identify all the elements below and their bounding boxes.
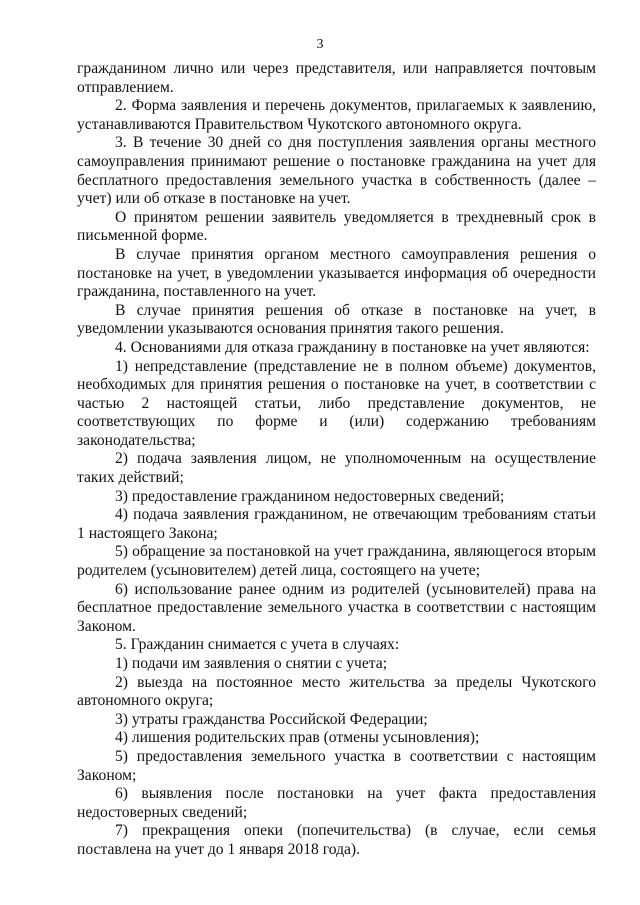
list-item-refusal-2: 2) подача заявления лицом, не уполномоченным на осуществление таких действий; <box>77 450 596 487</box>
list-item-refusal-5: 5) обращение за постановкой на учет гражданина, являющегося вторым родителем (усыновителем) детей лица, состоящего на учете; <box>77 543 596 580</box>
paragraph-item-3: 3. В течение 30 дней со дня поступления заявления органы местного самоуправления принимают решение о постановке гражданина на учет для бесплатного предоставления земельного участка в собственность (далее – учет) или об отказе в постановке на учет. <box>77 134 596 208</box>
document-body <box>77 60 596 860</box>
list-item-refusal-6: 6) использование ранее одним из родителей (усыновителей) права на бесплатное предоставление земельного участка в соответствии с настоящим Законом. <box>77 580 596 635</box>
list-item-removal-6: 6) выявления после постановки на учет факта предоставления недостоверных сведений; <box>77 785 596 821</box>
page-number: 3 <box>316 37 324 52</box>
list-item-refusal-4: 4) подача заявления гражданином, не отвечающим требованиям статьи 1 настоящего Закона; <box>77 506 596 542</box>
list-item-removal-1: 1) подачи им заявления о снятии с учета; <box>115 655 388 672</box>
list-item-removal-7: 7) прекращения опеки (попечительства) (в случае, если семья поставлена на учет до 1 января 2018 года). <box>77 822 596 858</box>
paragraph-refusal-decision: В случае принятия решения об отказе в постановке на учет, в уведомлении указываются основания принятия такого решения. <box>77 301 596 338</box>
list-item-removal-2: 2) выезда на постоянное место жительства за пределы Чукотского автономного округа; <box>77 673 596 710</box>
paragraph-notification: О принятом решении заявитель уведомляется в трехдневный срок в письменной форме. <box>77 208 596 245</box>
paragraph-continuation: гражданином лично или через представителя, или направляется почтовым отправлением. <box>77 60 596 96</box>
paragraph-item-5: 5. Гражданин снимается с учета в случаях: <box>115 636 400 654</box>
list-item-removal-3: 3) утраты гражданства Российской Федерации; <box>115 710 428 728</box>
list-item-refusal-3: 3) предоставление гражданином недостоверных сведений; <box>115 487 505 505</box>
paragraph-item-4: 4. Основаниями для отказа гражданину в постановке на учет являются: <box>115 338 590 356</box>
list-item-removal-5: 5) предоставления земельного участка в соответствии с настоящим Законом; <box>77 747 596 784</box>
list-item-removal-4: 4) лишения родительских прав (отмены усыновления); <box>115 729 480 747</box>
paragraph-registration-decision: В случае принятия органом местного самоуправления решения о постановке на учет, в уведомлении указывается информация об очередности гражданина, поставленного на учет. <box>77 245 596 301</box>
paragraph-item-2: 2. Форма заявления и перечень документов, прилагаемых к заявлению, устанавливаются Правительством Чукотского автономного округа. <box>77 97 596 133</box>
list-item-refusal-1: 1) непредставление (представление не в полном объеме) документов, необходимых для принятия решения о постановке на учет, в соответствии с частью 2 настоящей статьи, либо представление документов, не соответствующих по форме и (или) содержанию требованиям законодательства; <box>77 357 596 449</box>
